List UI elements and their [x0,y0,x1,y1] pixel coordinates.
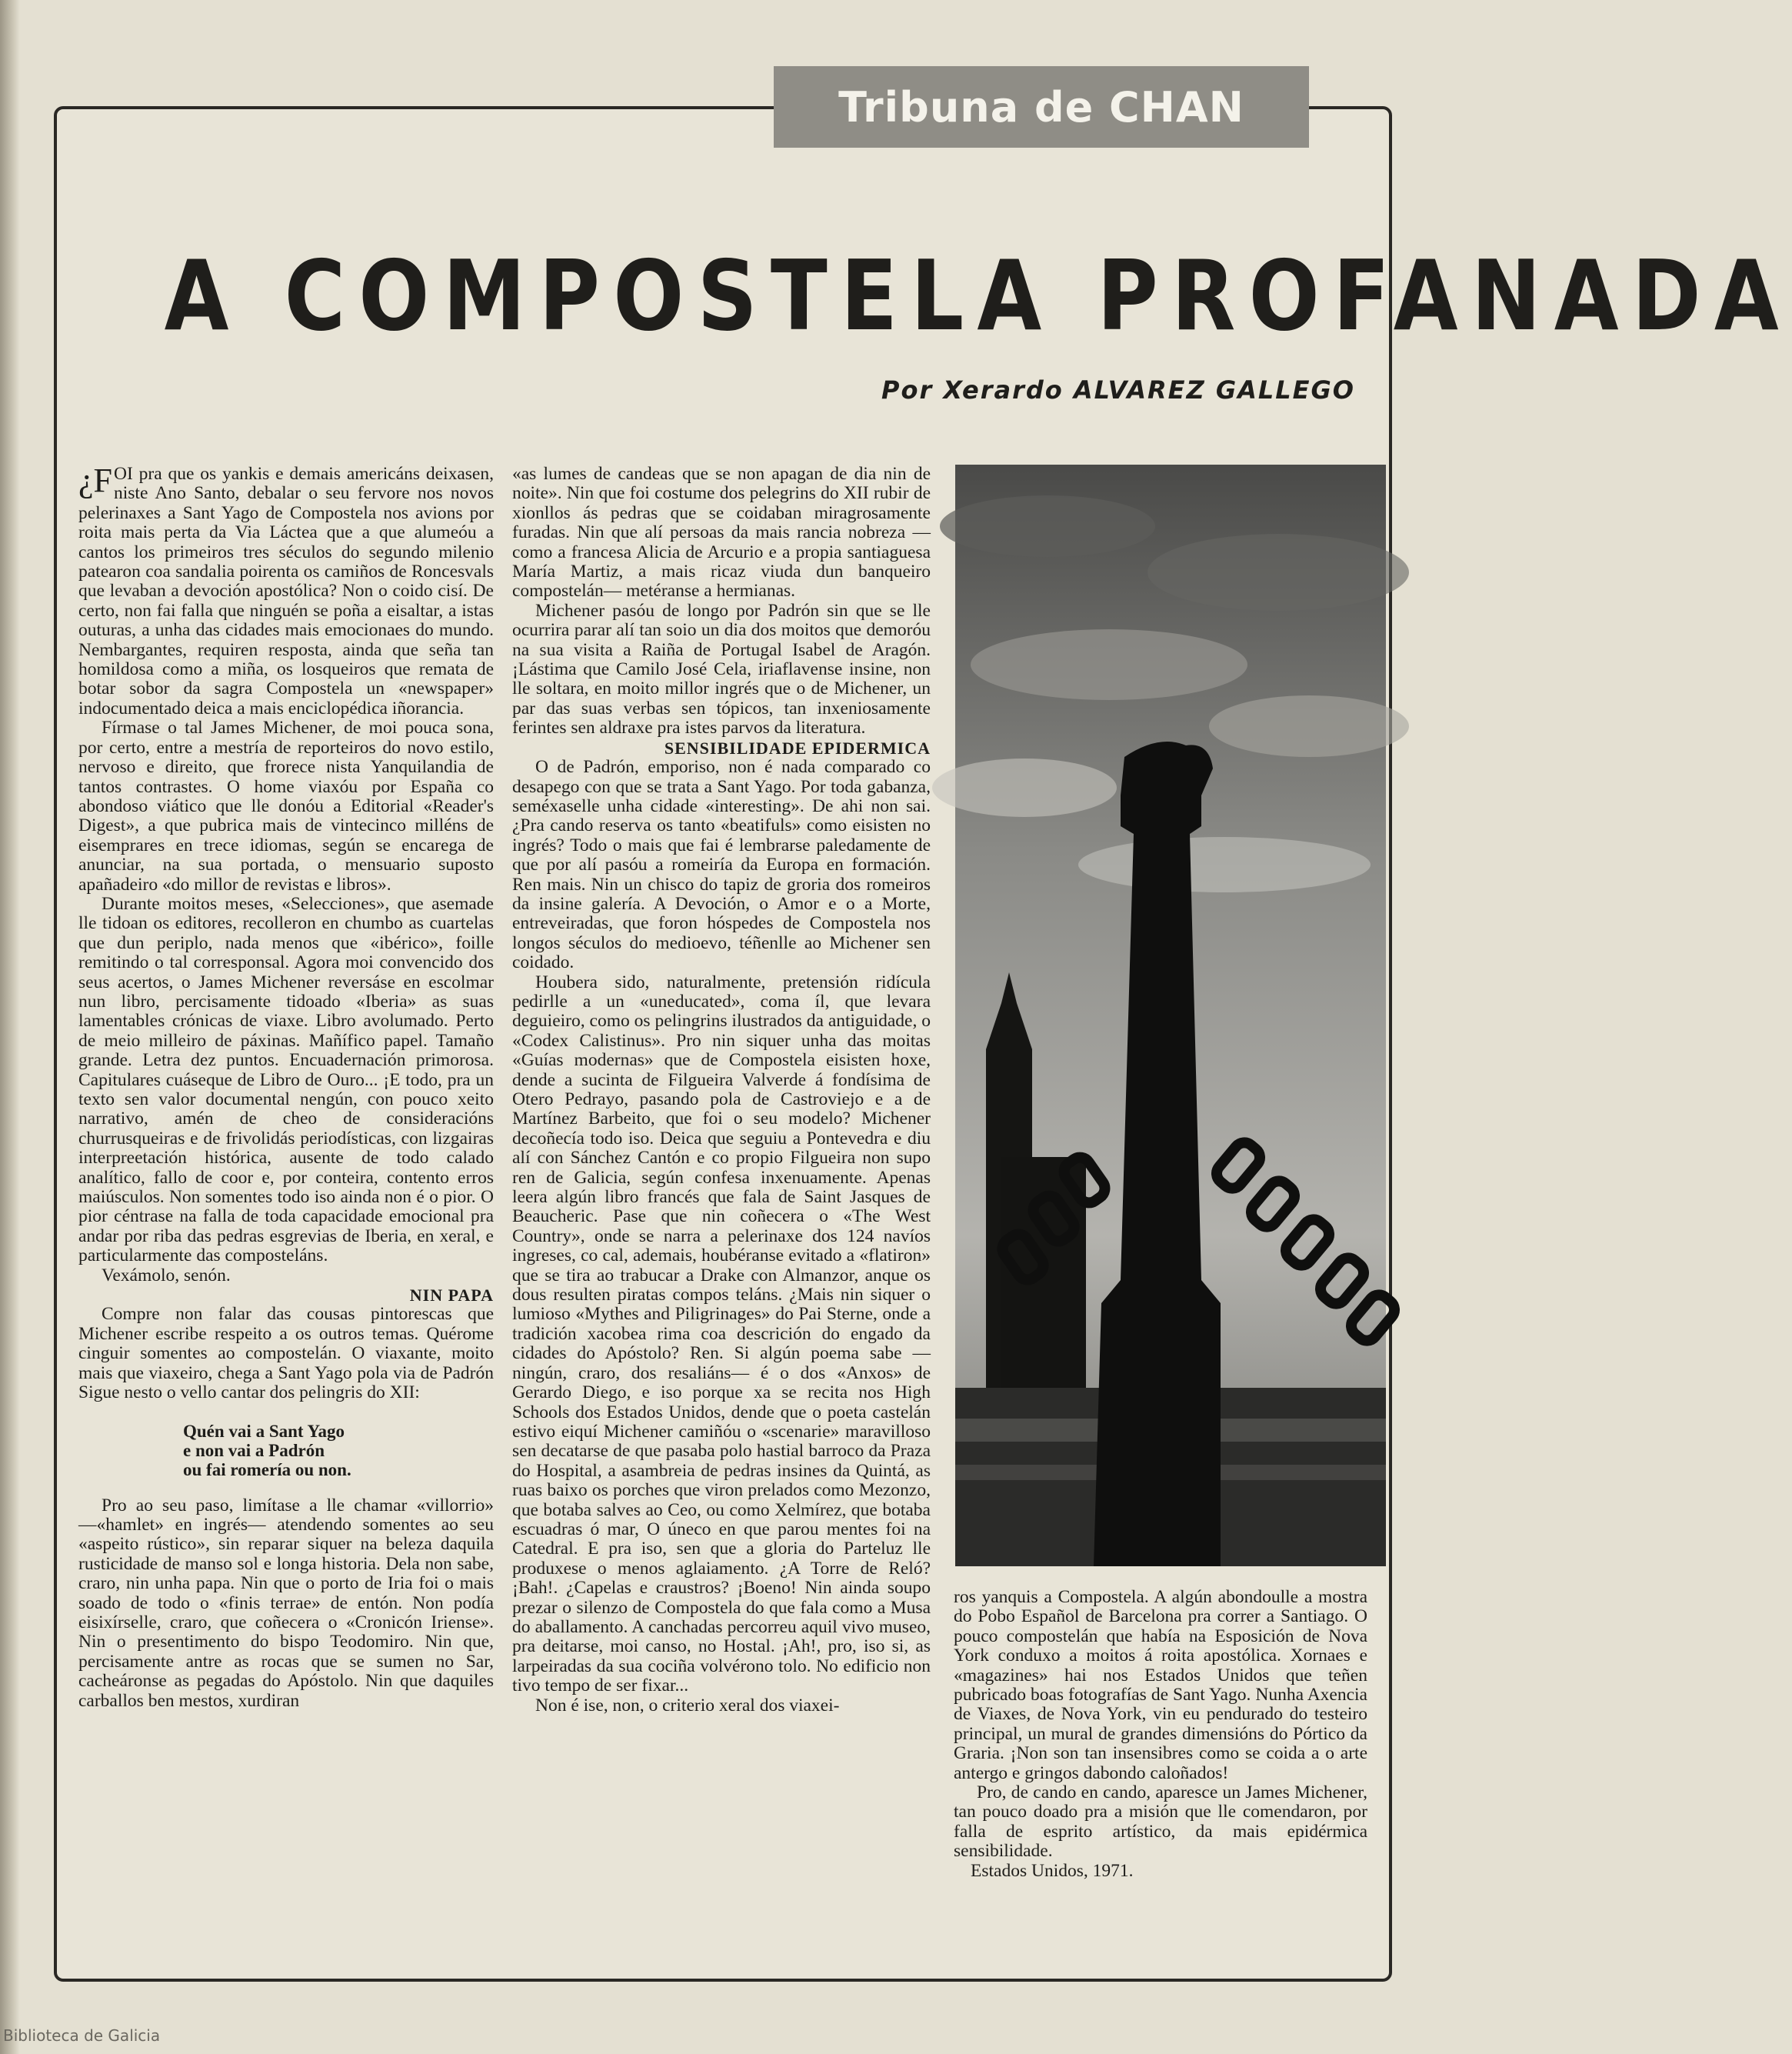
poem-line: e non vai a Padrón [183,1440,325,1460]
paragraph: Fírmase o tal James Michener, de moi pouca sona, por certo, entre a mestría de reporteiros do novo estilo, nervoso e direito, que frorece nista Yanquilandia de tantos contrastes. O home viaxóu por España co abondoso viático que lle donóu a Editorial «Reader's Digest», a que pubrica mais de vintecinco milléns de eisemprares en trece idiomas, según se encarega de anunciar, na sua portada, o mensuario suposto apañadeiro «do millor de revistas e libros». [78,718,494,895]
article-column-3 [954,1588,1367,1881]
paragraph: Michener pasóu de longo por Padrón sin que se lle ocurrira parar alí tan soio un dia dos moitos que demoróu na sua visita a Raiña de Portugal Isabel de Aragón. ¡Lástima que Camilo José Cela, iriaflavense insine, non lle soltara, en moito millor ingrés que o de Michener, un par das suas verbas sen tópicos, tan inxeniosamente ferintes sen aldraxe pra istes parvos da literatura. [512,600,931,739]
subheading: SENSIBILIDADE EPIDERMICA [664,738,931,758]
signoff: Estados Unidos, 1971. [971,1860,1134,1881]
library-watermark: Biblioteca de Galicia [3,2026,161,2045]
paragraph: O de Padrón, emporiso, non é nada comparado co desapego con que se trata a Sant Yago. Por toda gabanza, seméxaselle unha cidade «interesting». De ahi non sai. ¿Pra cando reserva os tanto «beatifuls» como eisisten no ingrés? Todo o mais que fai é lembrarse paledamente de que por alí pasóu a romeiría da Europa en formación. Ren mais. Nin un chisco do tapiz de groria dos romeiros da insine galería. A Devoción, o Amor e o a Morte, entreveiradas, que foron hóspedes de Compostela nos longos séculos do medioevo, téñenlle ao Michener sen coidado. [512,757,931,973]
paragraph: Houbera sido, naturalmente, pretensión ridícula pedirlle a un «uneducated», coma íl, que levara deguieiro, como os pelingrins ilustrados da antiguidade, o «Codex Calistinus». Pro nin siquer unha das moitas «Guías modernas» que de Compostela eisisten hoxe, dende a sucinta de Filgueira Valverde á fondísima de Otero Pedrayo, pasando pola de Castroviejo e a de Martínez Barbeito, que foi o seu modelo? Michener decoñecía todo iso. Deica que seguiu a Pontevedra e diu alí con Sánchez Cantón e co propio Filgueira non supo ren de Galicia, según confesa inxenuamente. Apenas leera algún libro francés que fala de Saint Jasques de Beaucheric. Pase que nin coñecera o «The West Country», onde se narra a pelerinaxe dos 124 navíos ingreses, co cal, ademais, houbéranse evitado a «flatiron» que se tira ao trabucar a Drake con Almanzor, anque os dous resulten piratas compos teláns. ¿Mais nin siquer o lumioso «Mythes and Piligrinages» do Pai Sterne, onde a tradición xacobea rima coa descrición do engado da cidades do Apóstolo? Ren. Si algún poema sabe —ningún, craro, dos resaliáns— é o dos «Anxos» de Gerardo Diego, e iso porque xa se recita nos High Schools dos Estados Unidos, dende que o poeta castelán estivo eiquí Michener camiñóu o «scenarie» maravilloso sen decatarse de que pasaba polo hastial barroco da Praza do Hospital, a asambreia de pedras insines da Quintá, as ruas baixo os porches que viron prelados como Mezonzo, que botaba salves ao Ceo, ou como Xelmírez, que botaba escuadras ó mar, O úneco en que parou mentes foi na Catedral. E pra iso, sen que a gloria do Parteluz lle produxese o menos aglaiamento. ¿A Torre de Reló? ¡Bah!. ¿Capelas e craustros? ¡Boeno! Nin ainda soupo prezar o silenzo de Compostela do que fala como a Musa do aballamento. A canchadas percorreu aquil vivo museo, pra deitarse, moi canso, no Hostal. ¡Ah!, pro, iso si, as larpeiradas da sua cociña volvérono tolo. No edificio non tivo tempo de ser fixar... [512,972,931,1696]
paragraph: Durante moitos meses, «Selecciones», que asemade lle tidoan os editores, recolleron en chumbo as cuartelas que dun periplo, nada menos que «ibérico», foille remitindo o tal corresponsal. Agora moi convencido dos seus acertos, o James Michener reversáse en escolmar nun libro, percisamente tidoado «Iberia» as suas lamentables crónicas de viaxe. Libro avolumado. Perto de meio milleiro de páxinas. Mañífico papel. Tamaño grande. Letra dez puntos. Encuadernación primorosa. Capitulares cuáseque de Libro de Ouro... ¡E todo, pra un texto sen valor documental nengún, con pouco xeito narrativo, amén de cheo de consideracións churrusqueiras e de frivolidás periodísticas, con lizgairas interpreetación histórica, ausente de todo calado analítico, fallo de coor e, por conteira, contento erros maiúsculos. Non somentes todo iso ainda non é o pior. O pior céntrase na falla de toda capacidade emocional pra andar por riba das pedras esgrevias de Iberia, en xeral, e particularmente das composteláns. [78,893,494,1266]
article-column-2 [512,465,931,1716]
headline: A COMPOSTELA PROFANADA [164,239,1792,352]
drop-cap: ¿F [78,462,112,499]
byline: Por Xerardo ALVAREZ GALLEGO [881,375,1355,405]
paragraph: «as lumes de candeas que se non apagan de dia nin de noite». Nin que foi costume dos pelegrins do XII rubir de xionllos ás pedras que se coidaban miragrosamente furadas. Nin que alí persoas da mais rancia nobreza —como a francesa Alicia de Arcurio e a propia santiaguesa María Martiz, a mais ricaz viuda dun banqueiro compostelán— metéranse a hermianas. [512,464,931,602]
cathedral-column-chain-photo [955,465,1386,1566]
paragraph: Pro ao seu paso, limítase a lle chamar «villorrio» —«hamlet» en ingrés— atendendo somentes ao seu «aspeito rústico», sin reparar siquer na beleza daquila rusticidade de manso sol e longa historia. Dela non sabe, craro, nin unha papa. Nin que o porto de Iria foi o mais soado de todo o «finis terrae» de entón. Non podía eisixírselle, craro, que coñecera o «Cronicón Iriense». Nin o presentimento do bispo Teodomiro. Nin que, percisamente antre as rocas que se sumen no Sar, cacheáronse as pegadas do Apóstolo. Nin que daquiles carballos ben mestos, xurdiran [78,1495,494,1711]
poem-line: Quén vai a Sant Yago [183,1421,345,1441]
poem-line: ou fai romería ou non. [183,1459,351,1479]
article-column-1 [78,462,494,1711]
page-gutter-shadow [0,0,20,2054]
paragraph: Compre non falar das cousas pintorescas que Michener escribe respeito a os outros temas. Quérome cinguir somentes ao compostelán. O viaxante, moito mais que viaxeiro, chega a Sant Yago pola via de Padrón Sigue nesto o vello cantar dos pelingris do XII: [78,1304,494,1403]
paragraph: Non é ise, non, o criterio xeral dos viaxei- [535,1695,840,1716]
photo-illustration [955,465,1386,1566]
section-banner: Tribuna de CHAN [774,66,1309,148]
paragraph: Pro, de cando en cando, aparesce un James Michener, tan pouco doado pra a misión que lle comendaron, por falla de esprito artístico, da mais epidérmica sensibilidade. [954,1782,1367,1862]
poem-quote [183,1422,494,1479]
paragraph: ¿F OI pra que os yankis e demais americáns deixasen, niste Ano Santo, debalar o seu fervore nos novos pelerinaxes a Sant Yago de Compostela nos avions por roita mais perta da Via Láctea que a que alumeóu a cantos los primeiros tres séculos do segundo milenio patearon coa sandalia poirenta os camiños de Roncesvals que levaban a devoción apostólica? Non o coido cisí. De certo, non fai falla que ninguén se poña a eisaltar, a istas outuras, a unha das cidades mais emocionaes do mundo. Nembargantes, requiren resposta, ainda que seña tan homildosa como a miña, os losqueiros que remata de botar sobor da sagra Compostela un «newspaper» indocumentado deica a mais enciclopédica iñorancia. [78,462,494,719]
paragraph: Vexámolo, senón. [102,1265,231,1285]
subheading: NIN PAPA [409,1285,494,1305]
paragraph: ros yanquis a Compostela. A algún abondoulle a mostra do Pobo Español de Barcelona pra correr a Santiago. O pouco compostelán que había na Esposición de Nova York conduxo a moitos á roita apostólica. Xornaes e «magazines» hai nos Estados Unidos que teñen pubricado boas fotografías de Sant Yago. Nunha Axencia de Viaxes, de Nova York, vin eu pendurado do testeiro principal, un mural de grandes dimensións do Pórtico da Graria. ¡Non son tan insensibres como se coida a o arte antergo e gringos dabondo caloñados! [954,1587,1367,1783]
